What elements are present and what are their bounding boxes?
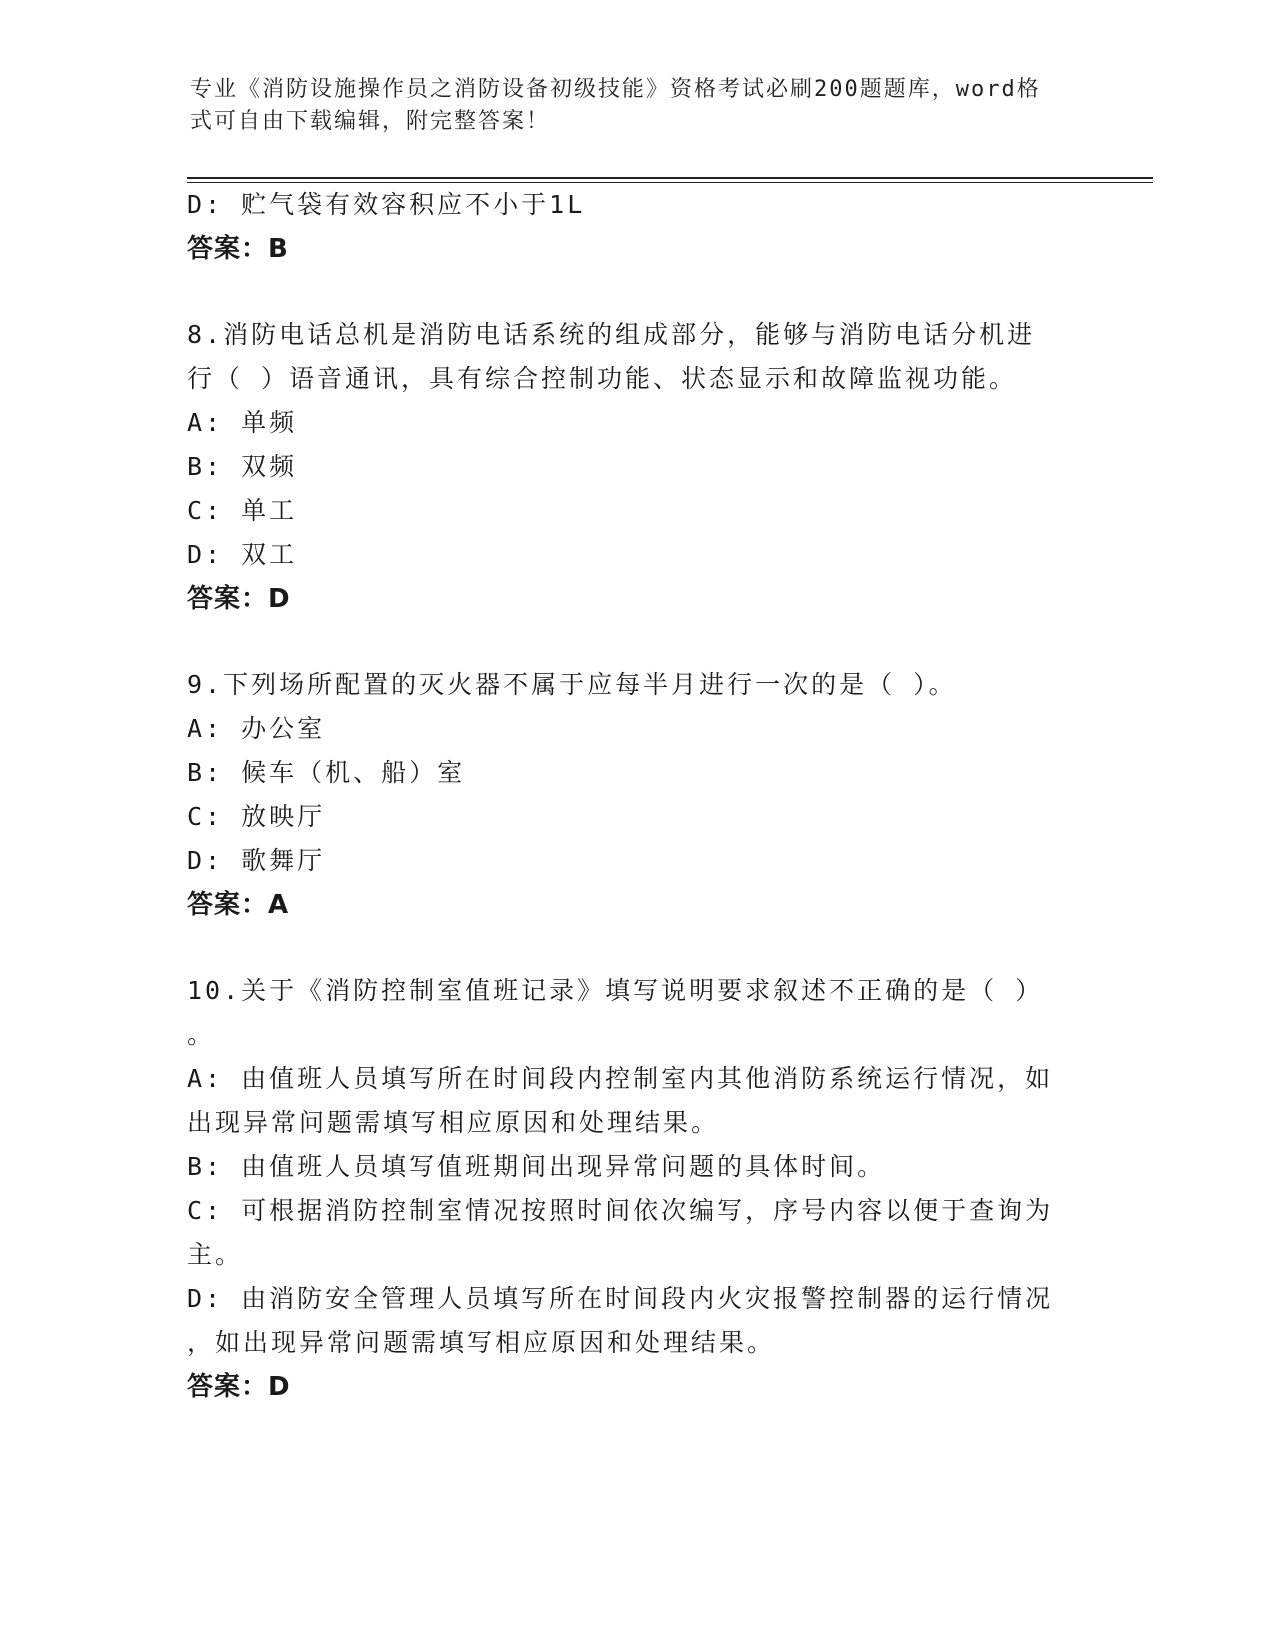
q8-option-c: C: 单工 — [187, 496, 298, 525]
q9-option-a: A: 办公室 — [187, 714, 326, 743]
q8-option-b: B: 双频 — [187, 452, 298, 481]
q9-stem-line-1: 9.下列场所配置的灭火器不属于应每半月进行一次的是（ ）。 — [187, 670, 957, 699]
q10-option-d-line-1: D: 由消防安全管理人员填写所在时间段内火灾报警控制器的运行情况 — [187, 1284, 1054, 1313]
q10-option-a-line-1: A: 由值班人员填写所在时间段内控制室内其他消防系统运行情况，如 — [187, 1064, 1054, 1093]
q9-option-d: D: 歌舞厅 — [187, 846, 326, 875]
prev-answer: 答案：B — [187, 234, 289, 264]
q8-option-d: D: 双工 — [187, 540, 298, 569]
q10-stem-line-1: 10.关于《消防控制室值班记录》填写说明要求叙述不正确的是（ ） — [187, 976, 1044, 1005]
document-header — [190, 74, 1090, 138]
header-line-2: 式可自由下载编辑，附完整答案！ — [190, 109, 551, 134]
header-divider-thin — [187, 182, 1153, 183]
q10-option-c-line-1: C: 可根据消防控制室情况按照时间依次编写，序号内容以便于查询为 — [187, 1196, 1054, 1225]
q8-option-a: A: 单频 — [187, 408, 298, 437]
q9-answer: 答案：A — [187, 890, 290, 920]
q10-answer: 答案：D — [187, 1372, 291, 1402]
q9-option-b: B: 候车（机、船）室 — [187, 758, 466, 787]
q8-stem-line-2: 行（ ）语音通讯，具有综合控制功能、状态显示和故障监视功能。 — [187, 364, 1018, 393]
q10-option-b: B: 由值班人员填写值班期间出现异常问题的具体时间。 — [187, 1152, 886, 1181]
q9-option-c: C: 放映厅 — [187, 802, 326, 831]
q10-option-d-line-2: ，如出现异常问题需填写相应原因和处理结果。 — [187, 1328, 776, 1357]
q10-stem-line-2: 。 — [187, 1020, 216, 1049]
q10-option-a-line-2: 出现异常问题需填写相应原因和处理结果。 — [187, 1108, 720, 1137]
prev-option-d: D: 贮气袋有效容积应不小于1L — [187, 190, 586, 219]
header-line-1: 专业《消防设施操作员之消防设备初级技能》资格考试必刷200题题库，word格 — [190, 77, 1041, 102]
q8-stem-line-1: 8.消防电话总机是消防电话系统的组成部分，能够与消防电话分机进 — [187, 320, 1036, 349]
q10-option-c-line-2: 主。 — [187, 1240, 244, 1269]
header-divider-thick — [187, 177, 1153, 179]
q8-answer: 答案：D — [187, 584, 291, 614]
